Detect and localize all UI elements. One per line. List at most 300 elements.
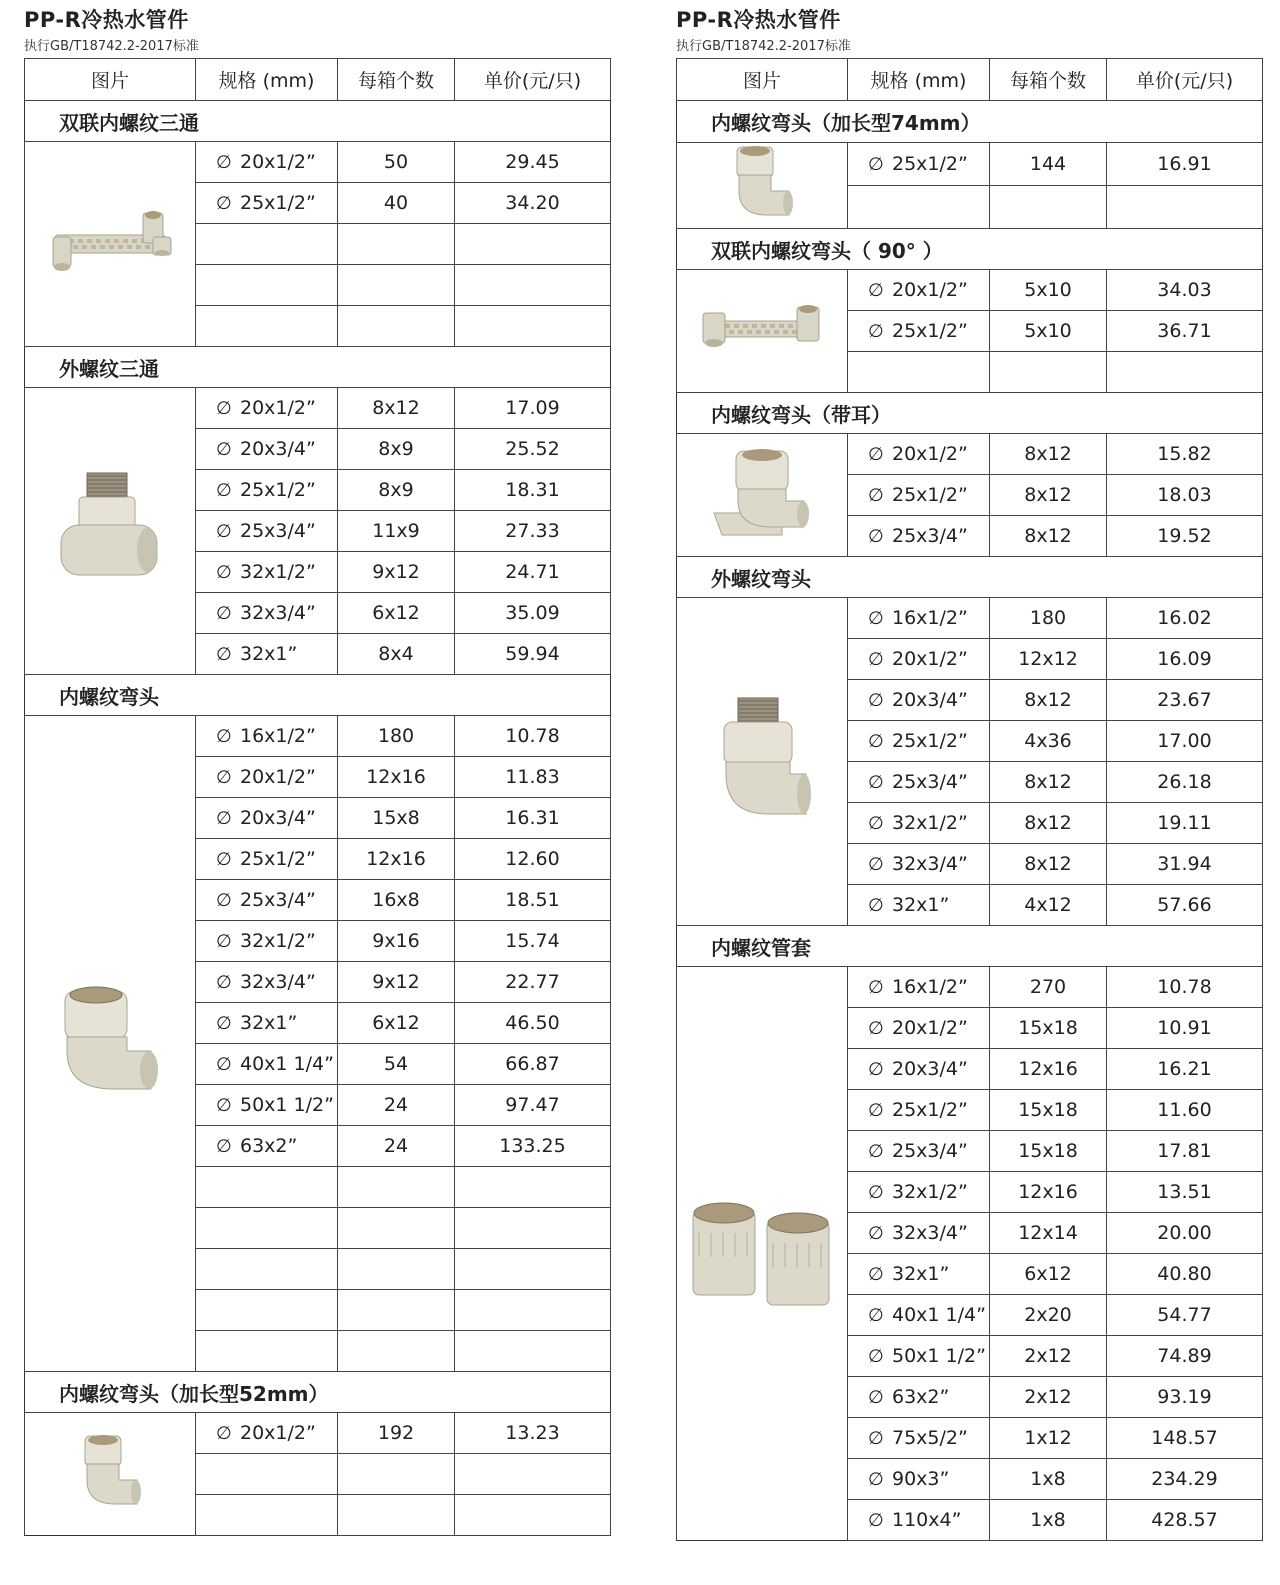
product-image bbox=[677, 143, 848, 229]
price-table-right bbox=[676, 58, 1263, 1541]
spec-cell bbox=[196, 1003, 338, 1044]
price-cell: 19.11 bbox=[1107, 803, 1263, 844]
spec-cell bbox=[196, 839, 338, 880]
qty-header: 每箱个数 bbox=[990, 59, 1107, 101]
diameter-icon: ∅ bbox=[868, 731, 884, 752]
diameter-icon: ∅ bbox=[216, 562, 232, 583]
male-thread-tee-icon bbox=[25, 469, 195, 594]
qty-cell: 2x20 bbox=[990, 1295, 1107, 1336]
price-cell: 17.09 bbox=[455, 388, 611, 429]
qty-cell: 4x36 bbox=[990, 721, 1107, 762]
spec-value: 25x3/4” bbox=[892, 525, 968, 547]
qty-cell: 8x12 bbox=[990, 844, 1107, 885]
spec-cell bbox=[848, 1418, 990, 1459]
spec-cell bbox=[196, 552, 338, 593]
qty-cell: 8x12 bbox=[990, 762, 1107, 803]
spec-value: 20x1/2” bbox=[240, 151, 316, 173]
spec-cell bbox=[848, 270, 990, 311]
product-image bbox=[677, 270, 848, 393]
price-cell bbox=[455, 1495, 611, 1536]
price-cell: 11.60 bbox=[1107, 1090, 1263, 1131]
spec-cell bbox=[848, 143, 990, 186]
qty-cell: 8x12 bbox=[990, 434, 1107, 475]
qty-cell: 8x9 bbox=[338, 470, 455, 511]
price-cell bbox=[1107, 186, 1263, 229]
price-cell: 428.57 bbox=[1107, 1500, 1263, 1541]
spec-value: 32x1/2” bbox=[892, 812, 968, 834]
section-title: 外螺纹三通 bbox=[25, 347, 611, 388]
product-image bbox=[25, 388, 196, 675]
diameter-icon: ∅ bbox=[868, 444, 884, 465]
spec-value: 25x3/4” bbox=[892, 1140, 968, 1162]
qty-cell bbox=[338, 1167, 455, 1208]
spec-value: 16x1/2” bbox=[892, 976, 968, 998]
qty-cell: 12x16 bbox=[990, 1172, 1107, 1213]
table-header-row bbox=[25, 59, 611, 101]
diameter-icon: ∅ bbox=[868, 485, 884, 506]
spec-cell bbox=[848, 721, 990, 762]
qty-cell: 2x12 bbox=[990, 1336, 1107, 1377]
price-cell: 15.82 bbox=[1107, 434, 1263, 475]
price-cell: 34.03 bbox=[1107, 270, 1263, 311]
qty-cell: 270 bbox=[990, 967, 1107, 1008]
price-cell bbox=[455, 1167, 611, 1208]
qty-cell: 15x8 bbox=[338, 798, 455, 839]
spec-cell bbox=[848, 516, 990, 557]
price-cell: 133.25 bbox=[455, 1126, 611, 1167]
diameter-icon: ∅ bbox=[868, 1059, 884, 1080]
female-thread-elbow-icon bbox=[25, 981, 195, 1106]
qty-header: 每箱个数 bbox=[338, 59, 455, 101]
diameter-icon: ∅ bbox=[868, 608, 884, 629]
qty-cell: 5x10 bbox=[990, 270, 1107, 311]
table-row bbox=[25, 388, 611, 429]
price-cell: 234.29 bbox=[1107, 1459, 1263, 1500]
spec-cell bbox=[196, 1413, 338, 1454]
diameter-icon: ∅ bbox=[868, 1346, 884, 1367]
price-cell bbox=[455, 306, 611, 347]
spec-value: 25x1/2” bbox=[892, 320, 968, 342]
qty-cell: 8x12 bbox=[990, 803, 1107, 844]
spec-header: 规格 (mm) bbox=[848, 59, 990, 101]
price-cell: 16.91 bbox=[1107, 143, 1263, 186]
price-table-left bbox=[24, 58, 611, 1536]
spec-value: 20x3/4” bbox=[240, 807, 316, 829]
qty-cell bbox=[338, 306, 455, 347]
diameter-icon: ∅ bbox=[216, 603, 232, 624]
spec-cell bbox=[196, 1167, 338, 1208]
qty-cell bbox=[990, 186, 1107, 229]
price-cell: 40.80 bbox=[1107, 1254, 1263, 1295]
qty-cell: 192 bbox=[338, 1413, 455, 1454]
section-title: 双联内螺纹三通 bbox=[25, 101, 611, 142]
spec-value: 20x1/2” bbox=[892, 1017, 968, 1039]
qty-cell bbox=[990, 352, 1107, 393]
price-cell: 12.60 bbox=[455, 839, 611, 880]
spec-value: 32x3/4” bbox=[240, 971, 316, 993]
spec-cell bbox=[848, 434, 990, 475]
qty-cell: 1x8 bbox=[990, 1500, 1107, 1541]
spec-value: 90x3” bbox=[892, 1468, 950, 1490]
spec-cell bbox=[196, 593, 338, 634]
spec-value: 25x1/2” bbox=[892, 484, 968, 506]
section-header bbox=[677, 101, 1263, 143]
qty-cell: 8x9 bbox=[338, 429, 455, 470]
spec-value: 32x3/4” bbox=[240, 602, 316, 624]
section-title: 外螺纹弯头 bbox=[677, 557, 1263, 598]
price-cell bbox=[455, 1290, 611, 1331]
qty-cell: 180 bbox=[338, 716, 455, 757]
qty-cell: 9x12 bbox=[338, 962, 455, 1003]
product-image bbox=[25, 1413, 196, 1536]
diameter-icon: ∅ bbox=[868, 690, 884, 711]
price-cell: 17.81 bbox=[1107, 1131, 1263, 1172]
section-header bbox=[25, 101, 611, 142]
spec-cell bbox=[848, 1500, 990, 1541]
price-cell bbox=[455, 224, 611, 265]
section-header bbox=[25, 1372, 611, 1413]
spec-value: 63x2” bbox=[892, 1386, 950, 1408]
spec-cell bbox=[196, 265, 338, 306]
product-image bbox=[25, 716, 196, 1372]
price-cell: 10.78 bbox=[455, 716, 611, 757]
diameter-icon: ∅ bbox=[868, 1387, 884, 1408]
double-threaded-elbow-icon bbox=[677, 299, 847, 364]
spec-cell bbox=[848, 186, 990, 229]
table-row bbox=[677, 598, 1263, 639]
diameter-icon: ∅ bbox=[216, 972, 232, 993]
spec-cell bbox=[196, 1044, 338, 1085]
price-cell: 18.31 bbox=[455, 470, 611, 511]
table-row bbox=[25, 142, 611, 183]
price-cell bbox=[455, 1331, 611, 1372]
price-cell: 59.94 bbox=[455, 634, 611, 675]
price-cell: 18.51 bbox=[455, 880, 611, 921]
spec-value: 32x1/2” bbox=[240, 561, 316, 583]
spec-value: 32x3/4” bbox=[892, 853, 968, 875]
diameter-icon: ∅ bbox=[216, 1136, 232, 1157]
diameter-icon: ∅ bbox=[868, 1264, 884, 1285]
section-title: 内螺纹弯头（带耳） bbox=[677, 393, 1263, 434]
qty-cell: 6x12 bbox=[338, 593, 455, 634]
qty-cell: 8x12 bbox=[338, 388, 455, 429]
product-image bbox=[25, 142, 196, 347]
qty-cell: 50 bbox=[338, 142, 455, 183]
table-row bbox=[25, 1413, 611, 1454]
spec-cell bbox=[848, 598, 990, 639]
qty-cell bbox=[338, 224, 455, 265]
price-cell: 13.23 bbox=[455, 1413, 611, 1454]
spec-value: 32x1” bbox=[892, 894, 950, 916]
spec-cell bbox=[848, 1131, 990, 1172]
spec-cell bbox=[196, 142, 338, 183]
price-cell bbox=[1107, 352, 1263, 393]
price-header: 单价(元/只) bbox=[1107, 59, 1263, 101]
standard-subtitle: 执行GB/T18742.2-2017标准 bbox=[24, 39, 199, 54]
price-cell: 27.33 bbox=[455, 511, 611, 552]
diameter-icon: ∅ bbox=[868, 1428, 884, 1449]
section-header bbox=[25, 347, 611, 388]
diameter-icon: ∅ bbox=[216, 521, 232, 542]
table-row bbox=[677, 434, 1263, 475]
diameter-icon: ∅ bbox=[216, 439, 232, 460]
picture-header: 图片 bbox=[25, 59, 196, 101]
spec-cell bbox=[196, 880, 338, 921]
spec-cell bbox=[196, 962, 338, 1003]
spec-cell bbox=[848, 475, 990, 516]
price-cell bbox=[455, 1208, 611, 1249]
diameter-icon: ∅ bbox=[216, 849, 232, 870]
spec-value: 20x1/2” bbox=[892, 279, 968, 301]
spec-cell bbox=[196, 224, 338, 265]
qty-cell: 24 bbox=[338, 1085, 455, 1126]
price-cell: 46.50 bbox=[455, 1003, 611, 1044]
price-cell: 93.19 bbox=[1107, 1377, 1263, 1418]
price-cell: 36.71 bbox=[1107, 311, 1263, 352]
spec-value: 32x1” bbox=[240, 1012, 298, 1034]
price-cell: 15.74 bbox=[455, 921, 611, 962]
price-cell bbox=[455, 1454, 611, 1495]
price-cell: 20.00 bbox=[1107, 1213, 1263, 1254]
long-elbow-74-icon bbox=[677, 143, 847, 228]
spec-cell bbox=[196, 634, 338, 675]
section-title: 内螺纹管套 bbox=[677, 926, 1263, 967]
diameter-icon: ∅ bbox=[868, 649, 884, 670]
spec-cell bbox=[848, 639, 990, 680]
section-title: 内螺纹弯头（加长型74mm） bbox=[677, 101, 1263, 143]
section-header bbox=[677, 557, 1263, 598]
spec-value: 25x3/4” bbox=[240, 889, 316, 911]
female-thread-coupling-icon bbox=[677, 1191, 847, 1316]
qty-cell bbox=[338, 1249, 455, 1290]
qty-cell: 1x8 bbox=[990, 1459, 1107, 1500]
diameter-icon: ∅ bbox=[216, 808, 232, 829]
price-cell: 57.66 bbox=[1107, 885, 1263, 926]
spec-cell bbox=[196, 183, 338, 224]
spec-cell bbox=[848, 1377, 990, 1418]
diameter-icon: ∅ bbox=[216, 931, 232, 952]
spec-cell bbox=[848, 1008, 990, 1049]
qty-cell: 40 bbox=[338, 183, 455, 224]
spec-cell bbox=[196, 921, 338, 962]
price-cell: 54.77 bbox=[1107, 1295, 1263, 1336]
qty-cell bbox=[338, 265, 455, 306]
diameter-icon: ∅ bbox=[216, 890, 232, 911]
spec-cell bbox=[848, 803, 990, 844]
spec-cell bbox=[196, 1331, 338, 1372]
price-cell: 26.18 bbox=[1107, 762, 1263, 803]
qty-cell: 8x12 bbox=[990, 475, 1107, 516]
price-cell: 17.00 bbox=[1107, 721, 1263, 762]
qty-cell: 5x10 bbox=[990, 311, 1107, 352]
price-cell: 13.51 bbox=[1107, 1172, 1263, 1213]
spec-cell bbox=[848, 311, 990, 352]
price-cell: 11.83 bbox=[455, 757, 611, 798]
diameter-icon: ∅ bbox=[216, 398, 232, 419]
qty-cell: 6x12 bbox=[338, 1003, 455, 1044]
diameter-icon: ∅ bbox=[216, 480, 232, 501]
diameter-icon: ∅ bbox=[868, 1223, 884, 1244]
spec-cell bbox=[848, 680, 990, 721]
price-cell: 35.09 bbox=[455, 593, 611, 634]
spec-cell bbox=[196, 306, 338, 347]
spec-value: 25x1/2” bbox=[240, 479, 316, 501]
qty-cell: 8x4 bbox=[338, 634, 455, 675]
diameter-icon: ∅ bbox=[868, 1305, 884, 1326]
section-title: 内螺纹弯头（加长型52mm） bbox=[25, 1372, 611, 1413]
diameter-icon: ∅ bbox=[216, 767, 232, 788]
diameter-icon: ∅ bbox=[868, 1018, 884, 1039]
spec-value: 20x3/4” bbox=[892, 1058, 968, 1080]
spec-cell bbox=[196, 1454, 338, 1495]
spec-cell bbox=[848, 967, 990, 1008]
diameter-icon: ∅ bbox=[868, 813, 884, 834]
spec-cell bbox=[848, 1213, 990, 1254]
spec-value: 32x1/2” bbox=[240, 930, 316, 952]
section-title: 双联内螺纹弯头（ 90° ） bbox=[677, 229, 1263, 270]
spec-header: 规格 (mm) bbox=[196, 59, 338, 101]
spec-cell bbox=[196, 470, 338, 511]
table-row bbox=[25, 716, 611, 757]
double-threaded-tee-icon bbox=[25, 207, 195, 282]
diameter-icon: ∅ bbox=[868, 895, 884, 916]
picture-header: 图片 bbox=[677, 59, 848, 101]
qty-cell: 12x16 bbox=[338, 839, 455, 880]
price-cell: 16.02 bbox=[1107, 598, 1263, 639]
spec-value: 32x1” bbox=[892, 1263, 950, 1285]
spec-value: 25x1/2” bbox=[240, 192, 316, 214]
page-title: PP-R冷热水管件 bbox=[676, 8, 841, 32]
diameter-icon: ∅ bbox=[868, 280, 884, 301]
spec-value: 20x1/2” bbox=[240, 397, 316, 419]
section-header bbox=[677, 393, 1263, 434]
spec-cell bbox=[848, 352, 990, 393]
qty-cell bbox=[338, 1331, 455, 1372]
price-cell: 29.45 bbox=[455, 142, 611, 183]
diameter-icon: ∅ bbox=[868, 321, 884, 342]
price-cell bbox=[455, 1249, 611, 1290]
diameter-icon: ∅ bbox=[216, 1054, 232, 1075]
spec-value: 25x1/2” bbox=[240, 848, 316, 870]
section-header bbox=[25, 675, 611, 716]
qty-cell: 9x12 bbox=[338, 552, 455, 593]
spec-value: 63x2” bbox=[240, 1135, 298, 1157]
qty-cell bbox=[338, 1454, 455, 1495]
spec-value: 75x5/2” bbox=[892, 1427, 968, 1449]
spec-cell bbox=[848, 885, 990, 926]
spec-cell bbox=[196, 1290, 338, 1331]
spec-value: 20x1/2” bbox=[892, 443, 968, 465]
spec-cell bbox=[196, 716, 338, 757]
diameter-icon: ∅ bbox=[868, 1469, 884, 1490]
price-cell: 19.52 bbox=[1107, 516, 1263, 557]
spec-value: 50x1 1/2” bbox=[240, 1094, 334, 1116]
spec-cell bbox=[196, 1126, 338, 1167]
qty-cell: 15x18 bbox=[990, 1008, 1107, 1049]
qty-cell bbox=[338, 1290, 455, 1331]
price-cell: 31.94 bbox=[1107, 844, 1263, 885]
qty-cell: 12x16 bbox=[990, 1049, 1107, 1090]
price-cell: 25.52 bbox=[455, 429, 611, 470]
product-image bbox=[677, 967, 848, 1541]
price-cell: 148.57 bbox=[1107, 1418, 1263, 1459]
price-cell: 16.31 bbox=[455, 798, 611, 839]
table-row bbox=[677, 270, 1263, 311]
diameter-icon: ∅ bbox=[868, 977, 884, 998]
spec-cell bbox=[196, 757, 338, 798]
spec-value: 32x3/4” bbox=[892, 1222, 968, 1244]
qty-cell: 12x16 bbox=[338, 757, 455, 798]
qty-cell: 6x12 bbox=[990, 1254, 1107, 1295]
diameter-icon: ∅ bbox=[868, 772, 884, 793]
spec-value: 20x3/4” bbox=[892, 689, 968, 711]
spec-value: 32x1/2” bbox=[892, 1181, 968, 1203]
price-cell: 97.47 bbox=[455, 1085, 611, 1126]
section-title: 内螺纹弯头 bbox=[25, 675, 611, 716]
price-cell: 10.78 bbox=[1107, 967, 1263, 1008]
spec-cell bbox=[196, 511, 338, 552]
spec-cell bbox=[196, 1208, 338, 1249]
spec-cell bbox=[196, 1249, 338, 1290]
qty-cell: 15x18 bbox=[990, 1131, 1107, 1172]
diameter-icon: ∅ bbox=[868, 1510, 884, 1531]
price-cell: 18.03 bbox=[1107, 475, 1263, 516]
spec-value: 25x1/2” bbox=[892, 1099, 968, 1121]
spec-cell bbox=[196, 1495, 338, 1536]
diameter-icon: ∅ bbox=[216, 1095, 232, 1116]
qty-cell bbox=[338, 1495, 455, 1536]
diameter-icon: ∅ bbox=[868, 1100, 884, 1121]
page-title: PP-R冷热水管件 bbox=[24, 8, 189, 32]
spec-value: 16x1/2” bbox=[240, 725, 316, 747]
table-row bbox=[677, 143, 1263, 186]
product-image bbox=[677, 434, 848, 557]
spec-cell bbox=[848, 1049, 990, 1090]
diameter-icon: ∅ bbox=[216, 193, 232, 214]
price-cell: 22.77 bbox=[455, 962, 611, 1003]
spec-cell bbox=[848, 1172, 990, 1213]
table-row bbox=[677, 967, 1263, 1008]
diameter-icon: ∅ bbox=[216, 152, 232, 173]
long-elbow-52-icon bbox=[25, 1432, 195, 1517]
spec-cell bbox=[196, 1085, 338, 1126]
product-image bbox=[677, 598, 848, 926]
spec-cell bbox=[848, 762, 990, 803]
diameter-icon: ∅ bbox=[216, 726, 232, 747]
diameter-icon: ∅ bbox=[216, 1423, 232, 1444]
price-cell: 16.09 bbox=[1107, 639, 1263, 680]
spec-value: 25x1/2” bbox=[892, 153, 968, 175]
spec-cell bbox=[848, 1254, 990, 1295]
spec-cell bbox=[848, 1336, 990, 1377]
qty-cell: 54 bbox=[338, 1044, 455, 1085]
qty-cell: 4x12 bbox=[990, 885, 1107, 926]
qty-cell: 11x9 bbox=[338, 511, 455, 552]
qty-cell: 8x12 bbox=[990, 680, 1107, 721]
qty-cell: 16x8 bbox=[338, 880, 455, 921]
spec-cell bbox=[848, 844, 990, 885]
qty-cell: 144 bbox=[990, 143, 1107, 186]
price-cell: 66.87 bbox=[455, 1044, 611, 1085]
spec-value: 20x1/2” bbox=[892, 648, 968, 670]
diameter-icon: ∅ bbox=[868, 154, 884, 175]
diameter-icon: ∅ bbox=[868, 1182, 884, 1203]
price-cell: 34.20 bbox=[455, 183, 611, 224]
spec-cell bbox=[848, 1090, 990, 1131]
table-header-row bbox=[677, 59, 1263, 101]
spec-value: 20x1/2” bbox=[240, 1422, 316, 1444]
qty-cell: 15x18 bbox=[990, 1090, 1107, 1131]
